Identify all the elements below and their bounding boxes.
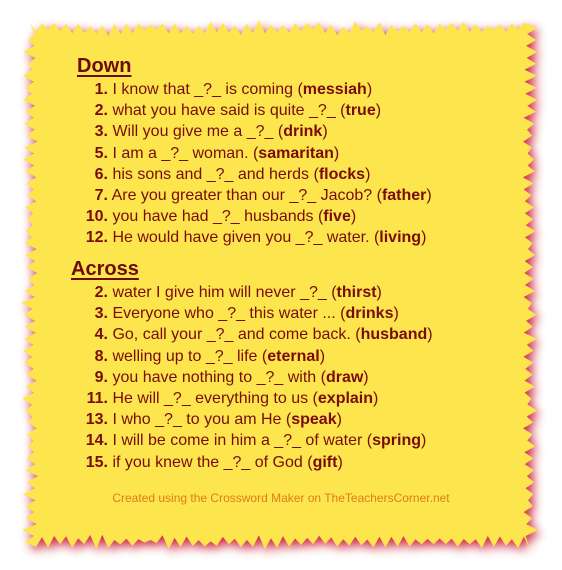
clue-text: water I give him will never _?_ ( bbox=[112, 284, 337, 301]
clue-text: welling up to _?_ life ( bbox=[112, 347, 268, 365]
clue-answer: husband bbox=[360, 326, 428, 344]
clue-text: Go, call your _?_ and come back. ( bbox=[112, 326, 361, 344]
down-clue bbox=[78, 164, 432, 185]
clue-answer: samaritan bbox=[258, 144, 334, 162]
down-clue bbox=[78, 206, 432, 227]
clue-close-paren: ) bbox=[426, 187, 432, 205]
clue-number: 1. bbox=[94, 81, 108, 98]
clue-close-paren: ) bbox=[421, 229, 427, 247]
clue-number: 4. bbox=[94, 326, 108, 344]
clue-answer: drinks bbox=[345, 305, 394, 323]
footer-credit: Created using the Crossword Maker on TheTeachersCorner.net bbox=[112, 491, 450, 505]
across-clue bbox=[78, 282, 433, 303]
clue-text: He would have given you _?_ water. ( bbox=[112, 229, 380, 247]
clue-text: Are you greater than our _?_ Jacob? ( bbox=[111, 187, 382, 205]
clue-close-paren: ) bbox=[375, 102, 382, 120]
across-clue bbox=[78, 367, 433, 388]
across-clue bbox=[78, 346, 433, 367]
down-clue bbox=[78, 185, 432, 206]
clue-number: 11. bbox=[86, 390, 108, 408]
clue-answer: true bbox=[345, 102, 376, 120]
clue-number: 5. bbox=[94, 144, 108, 162]
clue-text: you have nothing to _?_ with ( bbox=[112, 368, 326, 386]
across-clue bbox=[78, 388, 433, 409]
clue-text: He will _?_ everything to us ( bbox=[112, 390, 318, 408]
clue-number: 3. bbox=[94, 123, 108, 141]
down-clue bbox=[78, 227, 432, 248]
clue-number: 10. bbox=[85, 208, 108, 226]
clue-text: you have had _?_ husbands ( bbox=[112, 208, 324, 226]
across-clue bbox=[78, 409, 433, 430]
clue-answer: living bbox=[379, 229, 422, 247]
clue-answer: drink bbox=[283, 123, 323, 141]
down-clue bbox=[78, 100, 432, 121]
clue-close-paren: ) bbox=[427, 326, 433, 344]
down-title: Down bbox=[77, 55, 132, 77]
clue-number: 3. bbox=[94, 305, 108, 323]
across-title: Across bbox=[71, 258, 139, 280]
clue-text: what you have said is quite _?_ ( bbox=[112, 102, 346, 120]
clue-number: 8. bbox=[94, 347, 108, 365]
clue-text: if you knew the _?_ of God ( bbox=[112, 453, 313, 471]
clue-answer: messiah bbox=[302, 81, 367, 98]
clue-close-paren: ) bbox=[366, 81, 373, 98]
clue-close-paren: ) bbox=[322, 123, 328, 141]
clue-number: 9. bbox=[94, 368, 108, 386]
clue-answer: spring bbox=[372, 432, 422, 450]
clue-text: I am a _?_ woman. ( bbox=[112, 144, 259, 162]
across-clue-list bbox=[78, 282, 433, 473]
down-clue bbox=[78, 121, 432, 142]
clue-close-paren: ) bbox=[319, 347, 326, 365]
clue-close-paren: ) bbox=[363, 368, 369, 386]
clue-answer: draw bbox=[325, 368, 364, 386]
down-clue-list bbox=[78, 79, 432, 249]
across-clue bbox=[78, 430, 433, 451]
clue-close-paren: ) bbox=[333, 144, 340, 162]
clue-close-paren: ) bbox=[376, 284, 382, 301]
down-clue bbox=[78, 143, 432, 164]
across-clue bbox=[78, 452, 433, 473]
clue-text: his sons and _?_ and herds ( bbox=[112, 165, 319, 183]
clue-answer: father bbox=[381, 187, 427, 205]
clue-close-paren: ) bbox=[336, 411, 342, 429]
clue-number: 13. bbox=[85, 411, 108, 429]
clue-number: 6. bbox=[94, 165, 108, 183]
clue-close-paren: ) bbox=[373, 390, 379, 408]
clue-answer: eternal bbox=[267, 347, 320, 365]
clue-close-paren: ) bbox=[337, 453, 343, 471]
across-clue bbox=[78, 324, 433, 345]
clue-text: Will you give me a _?_ ( bbox=[112, 123, 284, 141]
clue-close-paren: ) bbox=[350, 208, 357, 226]
clue-answer: thirst bbox=[336, 284, 377, 301]
clue-answer: speak bbox=[291, 411, 337, 429]
clue-text: I will be come in him a _?_ of water ( bbox=[112, 432, 373, 450]
clue-answer: gift bbox=[312, 453, 338, 471]
clue-close-paren: ) bbox=[421, 432, 427, 450]
clue-text: I know that _?_ is coming ( bbox=[112, 81, 303, 98]
clue-text: I who _?_ to you am He ( bbox=[112, 411, 292, 429]
clue-number: 15. bbox=[85, 453, 108, 471]
clue-answer: five bbox=[323, 208, 351, 226]
clue-number: 7. bbox=[94, 187, 108, 205]
clue-number: 2. bbox=[94, 102, 108, 120]
clue-text: Everyone who _?_ this water ... ( bbox=[112, 305, 346, 323]
clue-answer: flocks bbox=[318, 165, 366, 183]
clue-close-paren: ) bbox=[393, 305, 399, 323]
clue-close-paren: ) bbox=[365, 165, 371, 183]
down-clue bbox=[78, 79, 432, 100]
clue-number: 2. bbox=[94, 284, 108, 301]
across-clue bbox=[78, 303, 433, 324]
clue-number: 14. bbox=[85, 432, 108, 450]
clue-number: 12. bbox=[85, 229, 108, 247]
clue-answer: explain bbox=[317, 390, 374, 408]
